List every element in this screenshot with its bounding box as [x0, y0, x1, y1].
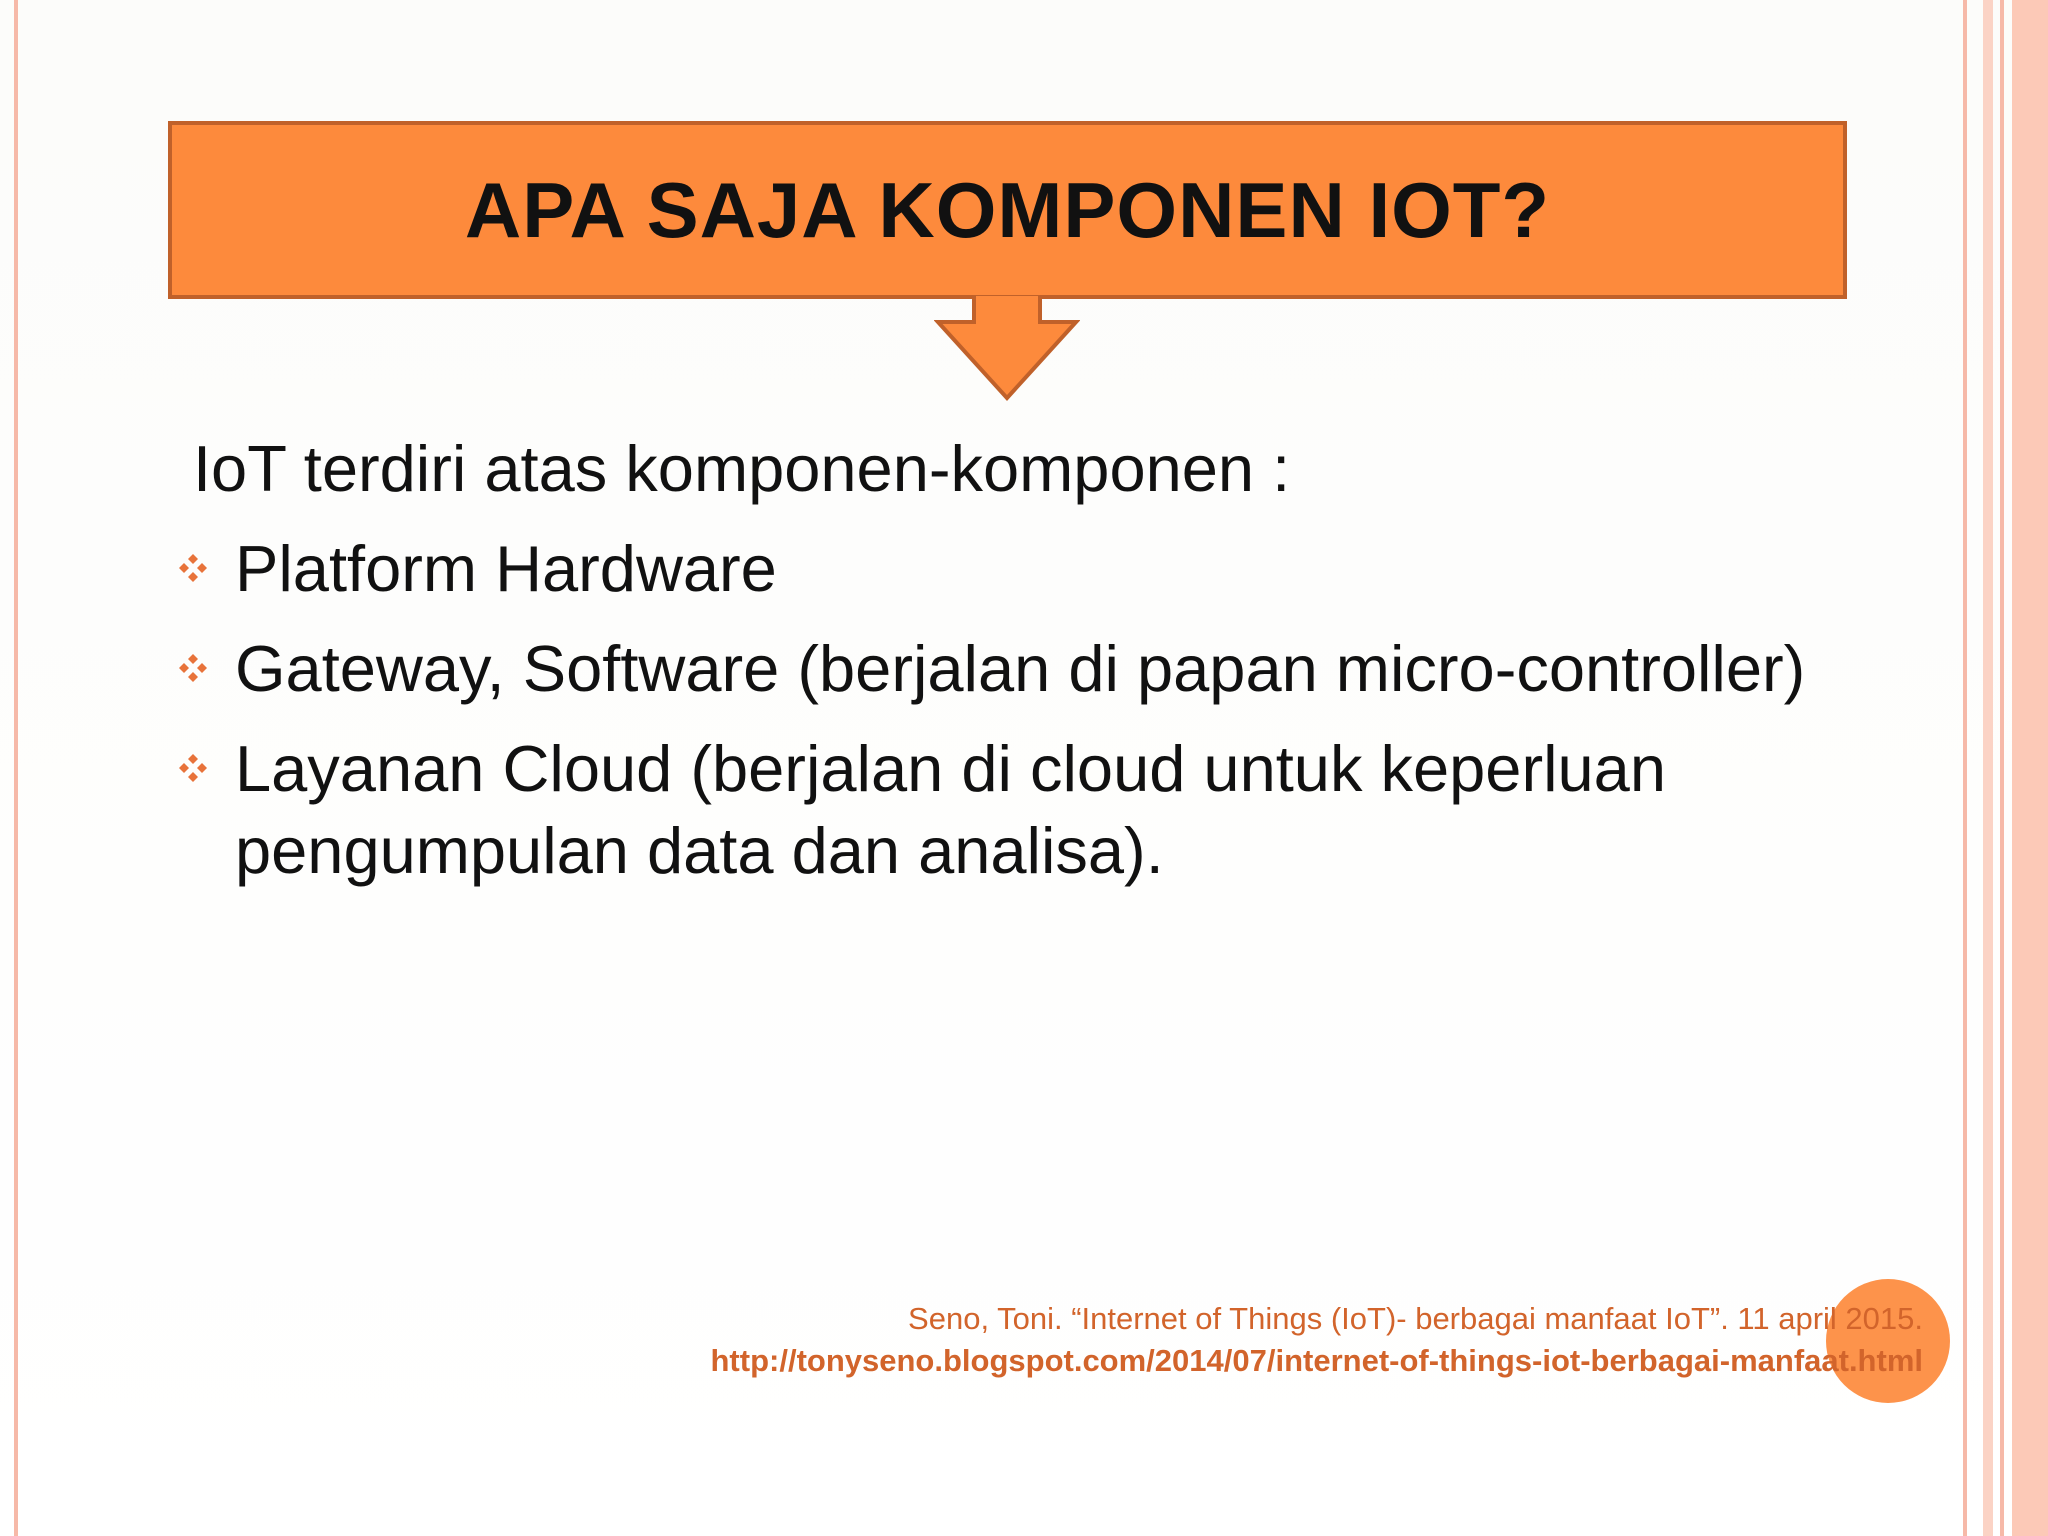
title-banner: [168, 121, 1847, 299]
right-border-band: [2012, 0, 2048, 1536]
source-url-link[interactable]: http://tonyseno.blogspot.com/2014/07/internet-of-things-iot-berbagai-manfaat.html: [710, 1343, 1923, 1378]
bullet-text: Gateway, Software (berjalan di papan micro-controller): [235, 632, 1806, 705]
intro-text: IoT terdiri atas komponen-komponen :: [193, 432, 1291, 505]
bullet-text: Platform Hardware: [235, 532, 777, 605]
list-item: [175, 728, 1895, 892]
down-arrow-icon: [934, 296, 1080, 402]
list-item: [175, 628, 1895, 710]
right-border-line: [2000, 0, 2004, 1536]
bullet-text: Layanan Cloud (berjalan di cloud untuk keperluan pengumpulan data dan analisa).: [235, 732, 1666, 887]
diamond-cluster-icon: [177, 552, 209, 584]
right-border-line: [1963, 0, 1967, 1536]
citation-text: Seno, Toni. “Internet of Things (IoT)- berbagai manfaat IoT”. 11 april 2015.: [908, 1301, 1923, 1336]
left-border-line: [14, 0, 18, 1536]
bullet-list: [175, 528, 1895, 910]
source-citation: [711, 1298, 1924, 1382]
list-item: [175, 528, 1895, 610]
diamond-cluster-icon: [177, 652, 209, 684]
diamond-cluster-icon: [177, 752, 209, 784]
right-border-band: [1983, 0, 1993, 1536]
slide-title: APA SAJA KOMPONEN IOT?: [464, 165, 1551, 254]
